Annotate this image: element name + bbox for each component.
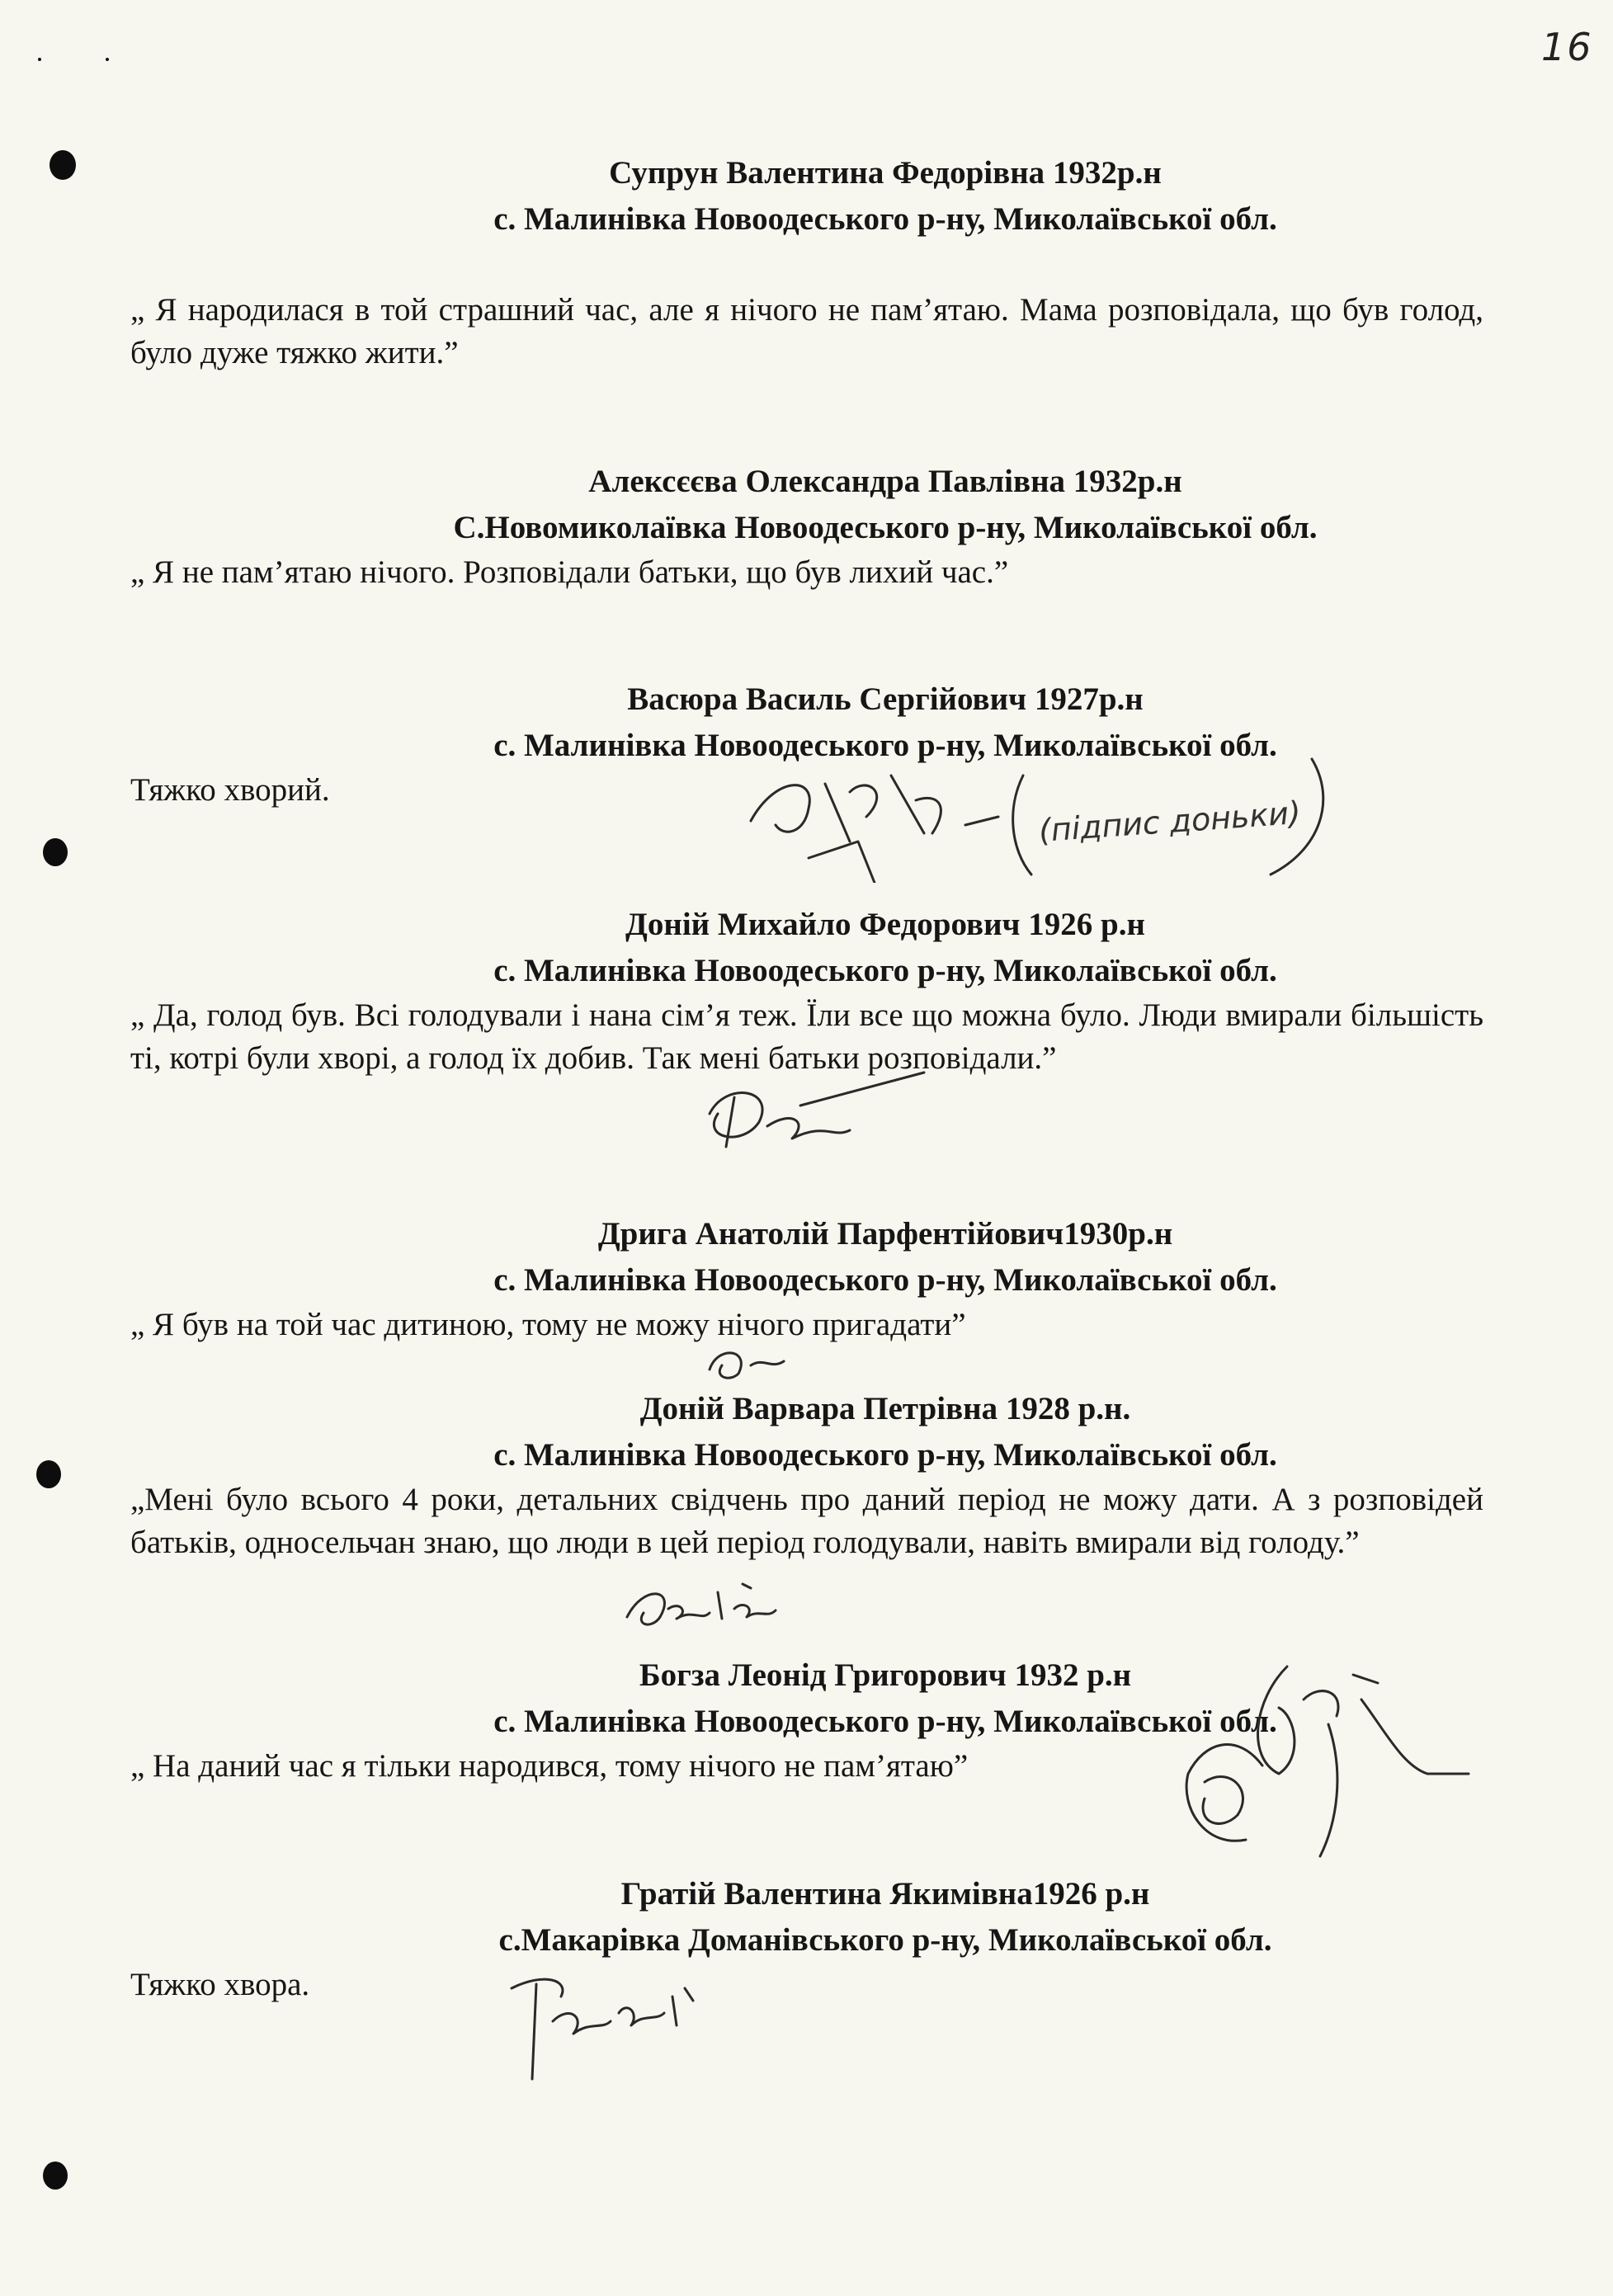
punch-hole [43, 838, 68, 866]
signature-dryha [701, 1337, 800, 1386]
witness-quote: Тяжко хворий. [130, 772, 330, 808]
punch-hole [43, 2162, 68, 2190]
testimony-entry [130, 1211, 1483, 1346]
witness-name: Супрун Валентина Федорівна 1932р.н [609, 155, 1162, 191]
witness-name: Васюра Василь Сергійович 1927р.н [627, 681, 1144, 717]
witness-place: с. Малинівка Новоодеського р-ну, Миколаївської обл. [493, 728, 1277, 763]
scan-speck [38, 58, 41, 61]
witness-quote: „ Да, голод був. Всі голодували і нана сім’я теж. Їли все що можна було. Люди вмирали більшість ті, котрі були хворі, а голод їх добив. Так мені батьки розповідали.” [130, 997, 1483, 1076]
handwritten-note: (підпис доньки) [1037, 794, 1303, 849]
signature-bogza [1155, 1650, 1485, 1865]
witness-place: с. Малинівка Новоодеського р-ну, Миколаївської обл. [493, 1704, 1277, 1739]
witness-name: Богза Леонід Григорович 1932 р.н [639, 1657, 1132, 1693]
witness-place: С.Новомиколаївка Новоодеського р-ну, Миколаївської обл. [453, 510, 1318, 545]
signature-donii-varvara [619, 1568, 800, 1642]
witness-place: с. Малинівка Новоодеського р-ну, Миколаївської обл. [493, 953, 1277, 988]
witness-name: Доній Варвара Петрівна 1928 р.н. [639, 1391, 1131, 1426]
testimony-entry [130, 459, 1483, 594]
signature-hratii [495, 1964, 726, 2087]
witness-name: Доній Михайло Федорович 1926 р.н [625, 907, 1145, 942]
testimony-entry [130, 1871, 1483, 2006]
witness-place: с.Макарівка Доманівського р-ну, Миколаївської обл. [498, 1922, 1272, 1958]
testimony-entry [130, 150, 1483, 375]
witness-place: с. Малинівка Новоодеського р-ну, Миколаївської обл. [493, 1262, 1277, 1298]
punch-hole [50, 150, 76, 180]
witness-quote: „ Я народилася в той страшний час, але я нічого не пам’ятаю. Мама розповідала, що був голод, було дуже тяжко жити.” [130, 292, 1483, 370]
witness-quote: „Мені було всього 4 роки, детальних свідчень про даний період не можу дати. А з розповідей батьків, односельчан знаю, що люди в цей період голодували, навіть вмирали від голоду.” [130, 1482, 1483, 1560]
signature-vasiura-daughter [726, 743, 1353, 883]
testimony-entry [130, 902, 1483, 1080]
witness-quote: „ Я не пам’ятаю нічого. Розповідали батьки, що був лихий час.” [130, 554, 1009, 590]
witness-name: Гратій Валентина Якимівна1926 р.н [620, 1876, 1150, 1912]
page-number: 16 [1541, 25, 1593, 69]
witness-quote: „ Я був на той час дитиною, тому не можу нічого пригадати” [130, 1307, 966, 1342]
witness-quote: Тяжко хвора. [130, 1967, 310, 2002]
witness-quote: „ На даний час я тільки народився, тому нічого не пам’ятаю” [130, 1748, 969, 1784]
witness-name: Дрига Анатолій Парфентійович1930р.н [597, 1216, 1173, 1252]
punch-hole [36, 1460, 61, 1488]
witness-place: с. Малинівка Новоодеського р-ну, Миколаївської обл. [493, 1437, 1277, 1473]
witness-place: с. Малинівка Новоодеського р-ну, Миколаївської обл. [493, 201, 1277, 237]
witness-name: Алексєєва Олександра Павлівна 1932р.н [588, 464, 1182, 499]
signature-donii-mykhailo [677, 1064, 941, 1163]
scan-speck [106, 58, 109, 61]
testimony-entry [130, 1386, 1483, 1564]
